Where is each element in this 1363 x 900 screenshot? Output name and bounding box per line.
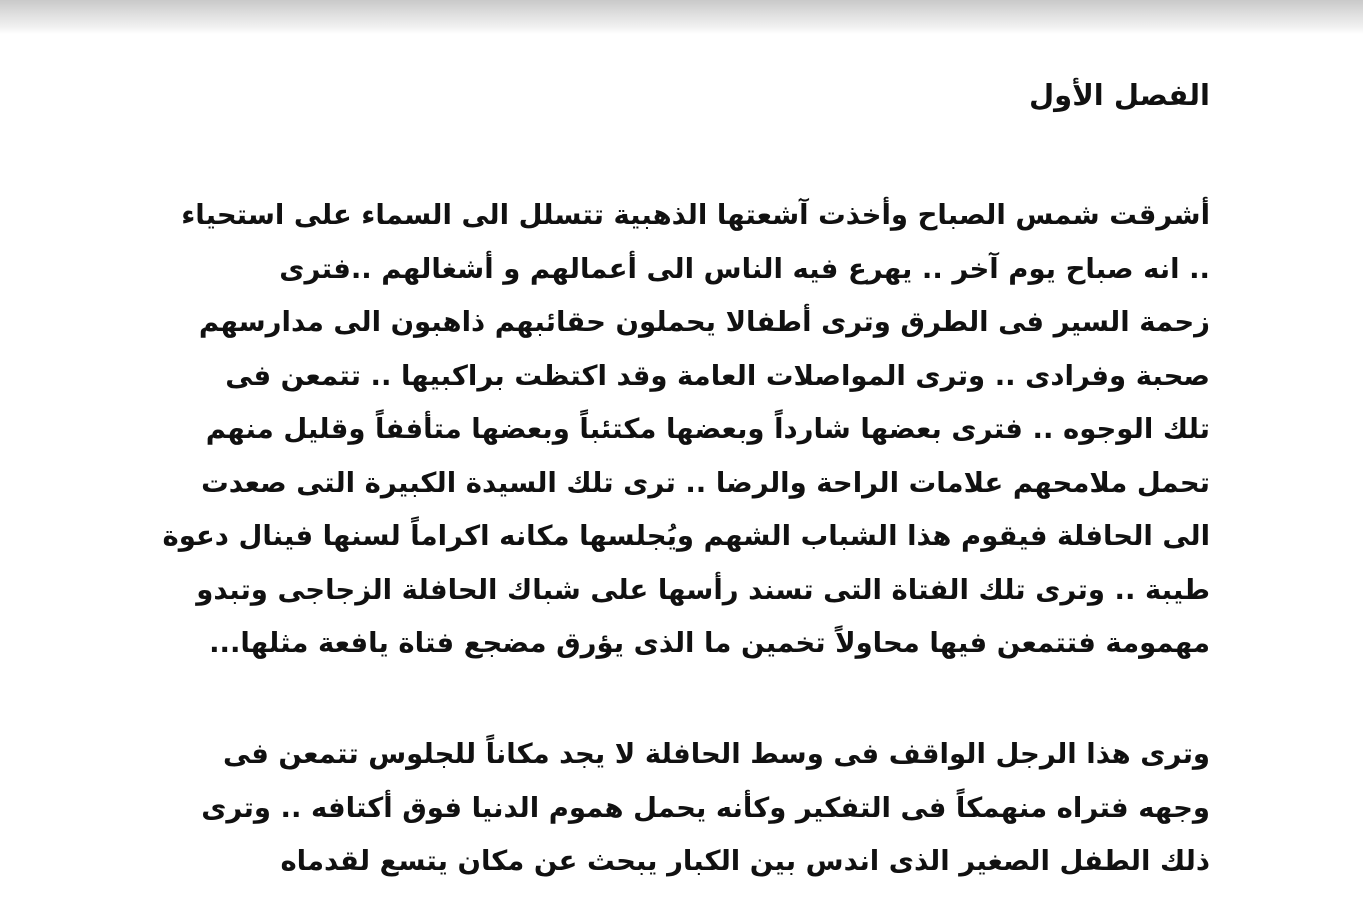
text-line: .. انه صباح يوم آخر .. يهرع فيه الناس الى أعمالهم و أشغالهم ..فترى [279, 252, 1210, 285]
paragraph-2 [201, 728, 1210, 889]
text-line: أشرقت شمس الصباح وأخذت آشعتها الذهبية تتسلل الى السماء على استحياء [181, 199, 1210, 231]
text-line: وجهه فتراه منهمكاً فى التفكير وكأنه يحمل هموم الدنيا فوق أكتافه .. وترى [201, 791, 1210, 824]
chapter-title: الفصل الأول [1029, 78, 1210, 112]
paragraph-1 [163, 189, 1210, 671]
text-line: الى الحافلة فيقوم هذا الشباب الشهم ويُجلسها مكانه اكراماً لسنها فينال دعوة [162, 520, 1210, 552]
text-line: طيبة .. وترى تلك الفتاة التى تسند رأسها على شباك الحافلة الزجاجى وتبدو [196, 573, 1210, 606]
text-line: تحمل ملامحهم علامات الراحة والرضا .. ترى تلك السيدة الكبيرة التى صعدت [201, 466, 1210, 499]
text-line: صحبة وفرادى .. وترى المواصلات العامة وقد اكتظت براكبيها .. تتمعن فى [225, 359, 1210, 392]
text-line: مهمومة فتتمعن فيها محاولاً تخمين ما الذى يؤرق مضجع فتاة يافعة مثلها... [209, 627, 1210, 659]
text-line: تلك الوجوه .. فترى بعضها شارداً وبعضها مكتئباً وبعضها متأففاً وقليل منهم [205, 413, 1210, 445]
text-line: وترى هذا الرجل الواقف فى وسط الحافلة لا يجد مكاناً للجلوس تتمعن فى [223, 738, 1210, 770]
document-page [0, 34, 1363, 900]
viewer-top-bar [0, 0, 1363, 34]
text-line: زحمة السير فى الطرق وترى أطفالا يحملون حقائبهم ذاهبون الى مدارسهم [198, 306, 1210, 338]
text-line: ذلك الطفل الصغير الذى اندس بين الكبار يبحث عن مكان يتسع لقدماه [280, 845, 1210, 877]
